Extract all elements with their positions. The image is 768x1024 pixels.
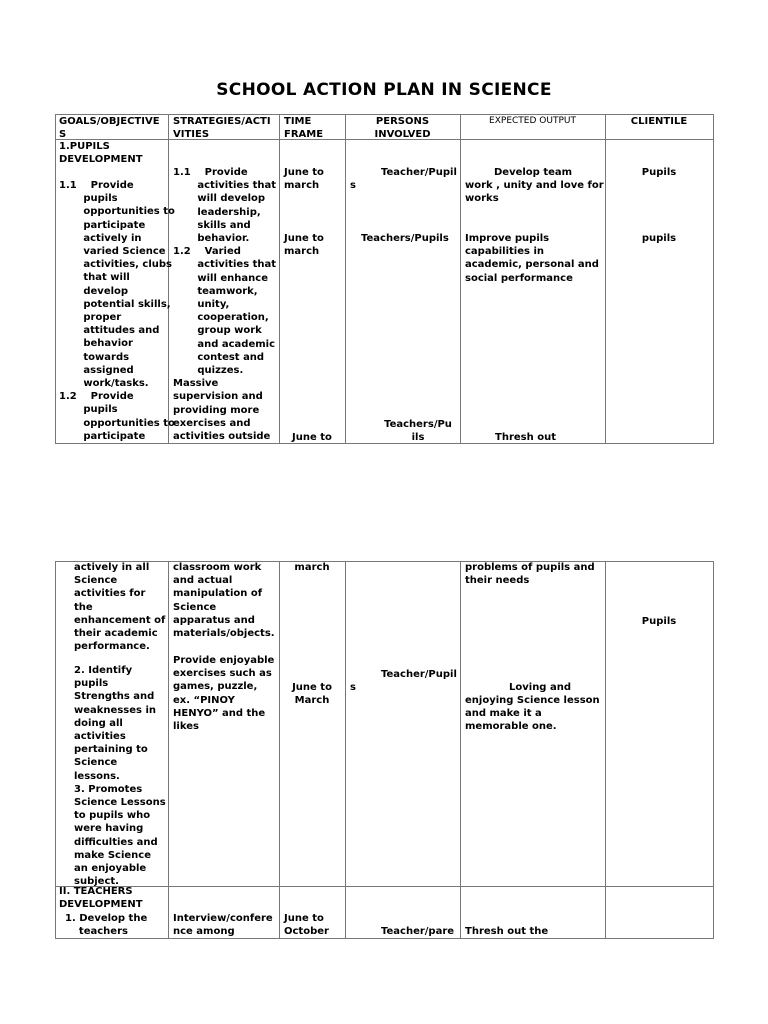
persons-involved-3: Teachers/Pu ils	[384, 419, 452, 444]
strategies-enjoyable-exercises: Provide enjoyable exercises such as games, puzzle, ex. “PINOY HENYO” and the likes	[173, 655, 275, 733]
goals-heading-pupils-development: 1.PUPILS DEVELOPMENT	[59, 141, 143, 166]
time-frame-4: June to March	[292, 682, 332, 707]
persons-involved-1: Teacher/Pupil	[381, 167, 457, 178]
expected-output-4: Loving and	[509, 682, 571, 693]
expected-output-3: Thresh out	[495, 432, 556, 443]
goals-objectives-list: 1.1 Provide pupils opportunities to participate actively in varied Science activities, clubs that will develop potential skills, proper attitudes and behavior towards assigned work/tasks. 1.2 Provide pupils opportunities to participate	[59, 180, 175, 442]
clientele-2: pupils	[641, 233, 677, 244]
goals-objectives-2-3: 2. Identify pupils Strengths and weaknesses in doing all activities pertaining to Science lessons. 3. Promotes Science Lessons to pupils who were having difficulties and make Science an enjoyable subject.	[74, 665, 166, 888]
persons-involved-5: Teacher/pare	[381, 926, 455, 937]
goals-continued: actively in all Science activities for the enhancement of their academic performance.	[74, 562, 166, 653]
persons-involved-2: Teachers/Pupils	[361, 233, 449, 244]
goals-develop-teachers: 1. Develop the teachers	[65, 913, 148, 938]
time-frame-5: June to October	[284, 913, 329, 938]
time-frame-2: June to march	[284, 233, 324, 258]
clientele-3: Pupils	[641, 616, 677, 627]
persons-involved-4-wrap: s	[350, 682, 356, 693]
persons-involved-1-wrap: s	[350, 180, 356, 191]
strategies-list: 1.1 Provide activities that will develop leadership, skills and behavior. 1.2 Varied activities that will enhance teamwork, unity, cooperation, group work and academic contest and quizzes. Massive supervision and providing more exercises and activities outside	[173, 167, 277, 443]
header-clientele: CLIENTILE	[630, 116, 688, 127]
expected-output-4-wrap: enjoying Science lesson and make it a memorable one.	[465, 695, 600, 733]
expected-output-2: Improve pupils capabilities in academic, personal and social performance	[465, 233, 599, 284]
page-title: SCHOOL ACTION PLAN IN SCIENCE	[216, 80, 552, 100]
strategies-interview: Interview/confere nce among	[173, 913, 273, 938]
persons-involved-4: Teacher/Pupil	[381, 669, 457, 680]
time-frame-1: June to march	[284, 167, 324, 192]
clientele-1: Pupils	[641, 167, 677, 178]
time-frame-continued: march	[294, 562, 330, 573]
action-plan-table-part-2	[55, 561, 714, 939]
expected-output-1: Develop team	[494, 167, 573, 178]
goals-heading-teachers-development: II. TEACHERS DEVELOPMENT	[59, 886, 143, 911]
action-plan-table-part-1	[55, 114, 714, 444]
header-expected-output: EXPECTED OUTPUT	[489, 116, 576, 126]
expected-output-continued: problems of pupils and their needs	[465, 562, 595, 587]
header-persons-involved: PERSONS INVOLVED	[374, 116, 431, 141]
header-strategies: STRATEGIES/ACTI VITIES	[173, 116, 271, 141]
time-frame-3: June to	[292, 432, 332, 443]
strategies-continued: classroom work and actual manipulation of Science apparatus and materials/objects.	[173, 562, 275, 640]
header-goals: GOALS/OBJECTIVE S	[59, 116, 160, 141]
expected-output-1-wrap: work , unity and love for works	[465, 180, 604, 205]
header-time-frame: TIME FRAME	[284, 116, 324, 141]
expected-output-5: Thresh out the	[465, 926, 549, 937]
